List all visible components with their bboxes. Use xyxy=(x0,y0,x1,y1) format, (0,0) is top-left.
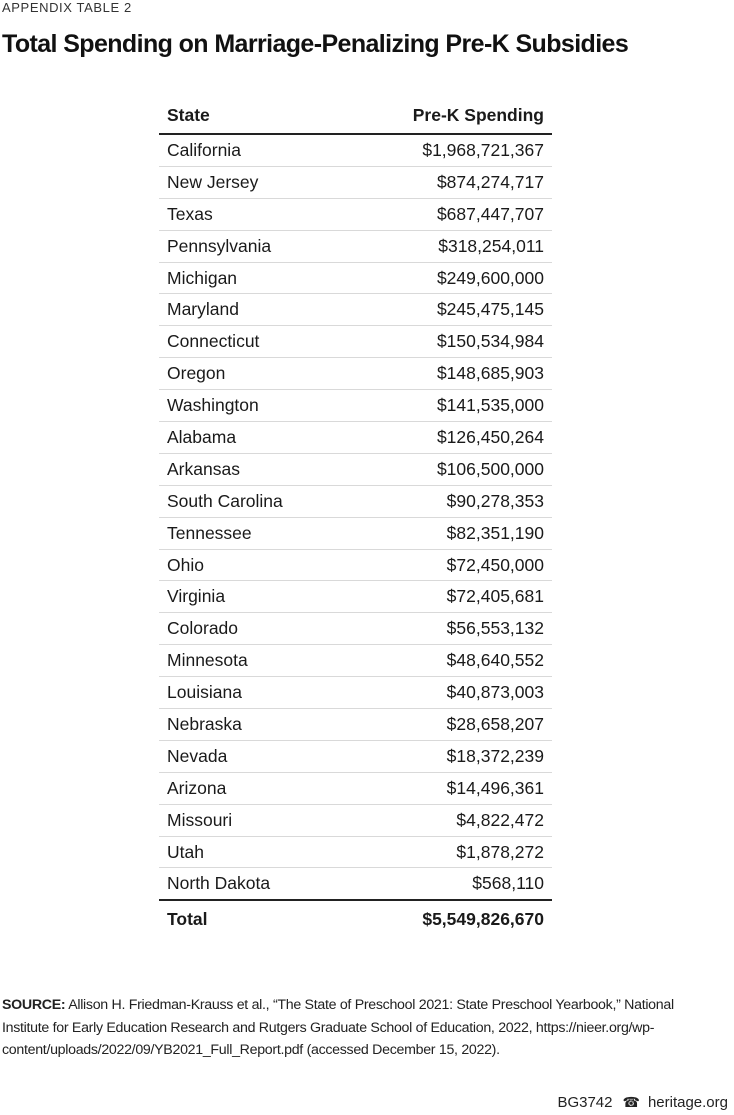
spending-cell: $28,658,207 xyxy=(345,709,552,741)
spending-cell: $82,351,190 xyxy=(345,517,552,549)
page-title: Total Spending on Marriage-Penalizing Pre-K Subsidies xyxy=(2,30,629,58)
state-cell: Pennsylvania xyxy=(159,230,345,262)
table-row xyxy=(159,390,552,422)
table-row xyxy=(159,358,552,390)
table-row xyxy=(159,868,552,900)
spending-cell: $318,254,011 xyxy=(345,230,552,262)
spending-cell: $150,534,984 xyxy=(345,326,552,358)
state-column-header: State xyxy=(159,98,345,134)
spending-cell: $249,600,000 xyxy=(345,262,552,294)
state-cell: Minnesota xyxy=(159,645,345,677)
state-cell: Colorado xyxy=(159,613,345,645)
table-row xyxy=(159,549,552,581)
state-cell: Louisiana xyxy=(159,677,345,709)
state-cell: Washington xyxy=(159,390,345,422)
state-cell: South Carolina xyxy=(159,485,345,517)
state-cell: Maryland xyxy=(159,294,345,326)
spending-cell: $687,447,707 xyxy=(345,198,552,230)
spending-column-header: Pre-K Spending xyxy=(345,98,552,134)
spending-cell: $141,535,000 xyxy=(345,390,552,422)
spending-table xyxy=(159,98,552,937)
spending-cell: $148,685,903 xyxy=(345,358,552,390)
table-row xyxy=(159,581,552,613)
spending-cell: $1,968,721,367 xyxy=(345,134,552,166)
spending-cell: $14,496,361 xyxy=(345,772,552,804)
state-cell: Arkansas xyxy=(159,453,345,485)
state-cell: Alabama xyxy=(159,422,345,454)
spending-cell: $126,450,264 xyxy=(345,422,552,454)
spending-cell: $72,450,000 xyxy=(345,549,552,581)
spending-cell: $90,278,353 xyxy=(345,485,552,517)
table-row xyxy=(159,262,552,294)
total-row xyxy=(159,900,552,937)
spending-cell: $245,475,145 xyxy=(345,294,552,326)
footer xyxy=(557,1094,728,1111)
state-cell: Arizona xyxy=(159,772,345,804)
spending-cell: $18,372,239 xyxy=(345,740,552,772)
table-row xyxy=(159,740,552,772)
spending-cell: $1,878,272 xyxy=(345,836,552,868)
spending-cell: $48,640,552 xyxy=(345,645,552,677)
table-row xyxy=(159,613,552,645)
source-note xyxy=(2,994,702,1062)
spending-cell: $72,405,681 xyxy=(345,581,552,613)
table-row xyxy=(159,836,552,868)
table-body xyxy=(159,134,552,900)
state-cell: Texas xyxy=(159,198,345,230)
state-cell: Oregon xyxy=(159,358,345,390)
table-row xyxy=(159,453,552,485)
total-label: Total xyxy=(167,908,208,929)
table-row xyxy=(159,677,552,709)
bell-icon: ☎ xyxy=(622,1094,640,1110)
table-row xyxy=(159,326,552,358)
spending-cell: $56,553,132 xyxy=(345,613,552,645)
state-cell: California xyxy=(159,134,345,166)
table-row xyxy=(159,294,552,326)
table-row xyxy=(159,804,552,836)
total-value: $5,549,826,670 xyxy=(422,908,544,929)
table-row xyxy=(159,485,552,517)
table-row xyxy=(159,645,552,677)
state-cell: Tennessee xyxy=(159,517,345,549)
state-cell: Utah xyxy=(159,836,345,868)
state-cell: Nevada xyxy=(159,740,345,772)
table-row xyxy=(159,517,552,549)
report-code: BG3742 xyxy=(557,1094,613,1111)
spending-cell: $4,822,472 xyxy=(345,804,552,836)
table-row xyxy=(159,422,552,454)
state-cell: Michigan xyxy=(159,262,345,294)
state-cell: Nebraska xyxy=(159,709,345,741)
table-row xyxy=(159,230,552,262)
spending-cell: $874,274,717 xyxy=(345,166,552,198)
table-kicker: APPENDIX TABLE 2 xyxy=(2,0,132,15)
source-label: SOURCE: xyxy=(2,997,66,1013)
table-row xyxy=(159,709,552,741)
table-row xyxy=(159,166,552,198)
table-header-row xyxy=(159,98,552,134)
state-cell: Missouri xyxy=(159,804,345,836)
state-cell: Virginia xyxy=(159,581,345,613)
state-cell: New Jersey xyxy=(159,166,345,198)
spending-cell: $568,110 xyxy=(345,868,552,900)
source-text: Allison H. Friedman-Krauss et al., “The State of Preschool 2021: State Preschool Yearbook,” National Institute for Early Education Research and Rutgers Graduate School of Education, 2022, https://nieer.org/wp-content/uploads/2022/09/YB2021_Full_Report.pdf (accessed December 15, 2022). xyxy=(2,997,674,1058)
spending-cell: $40,873,003 xyxy=(345,677,552,709)
table-row xyxy=(159,198,552,230)
state-cell: North Dakota xyxy=(159,868,345,900)
table-row xyxy=(159,134,552,166)
state-cell: Connecticut xyxy=(159,326,345,358)
table-row xyxy=(159,772,552,804)
state-cell: Ohio xyxy=(159,549,345,581)
spending-cell: $106,500,000 xyxy=(345,453,552,485)
site-link[interactable]: heritage.org xyxy=(647,1094,728,1111)
